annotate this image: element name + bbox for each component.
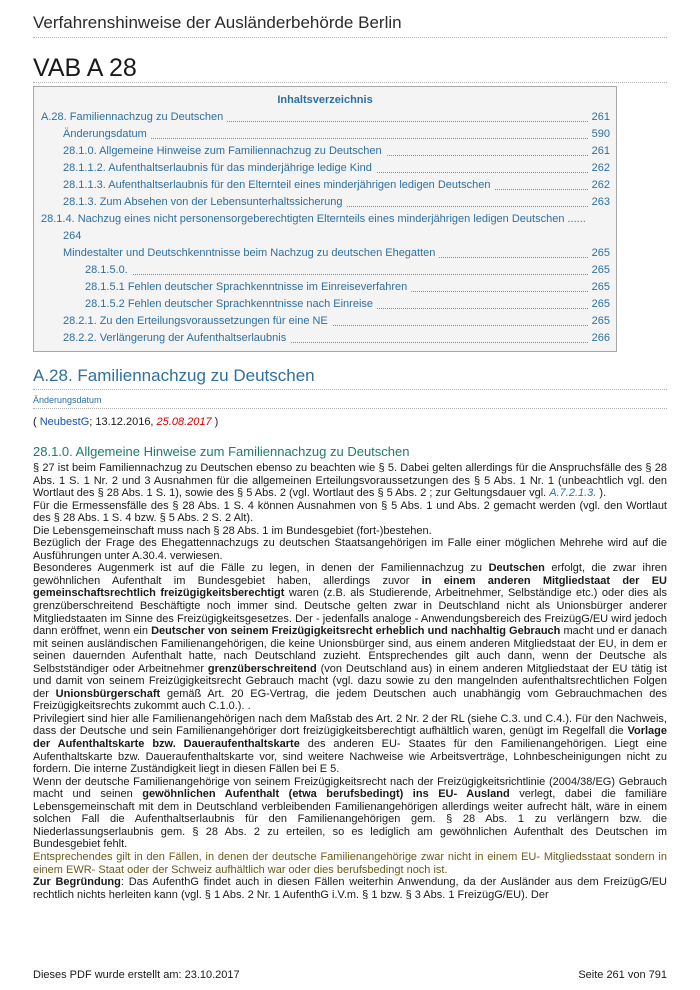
- toc-entry-label: 28.1.5.1 Fehlen deutscher Sprachkenntnisse im Einreiseverfahren: [85, 281, 411, 293]
- toc-entry-label: Änderungsdatum: [63, 128, 151, 140]
- header-divider: [33, 37, 667, 38]
- paragraph: Für die Ermessensfälle des § 28 Abs. 1 S. 4 können Ausnahmen von § 5 Abs. 1 und Abs. 2 gemacht werden (vgl. den Wortlaut des § 28 Abs. 1 S. 4 bzw. § 5 Abs. 2 S. 2 Alt).: [33, 499, 667, 525]
- toc-entry-label: 28.1.1.2. Aufenthaltserlaubnis für das minderjährige ledige Kind: [63, 162, 376, 174]
- body-text: [33, 462, 667, 901]
- section-heading: A.28. Familiennachzug zu Deutschen: [33, 366, 315, 385]
- amendment-open: (: [33, 416, 40, 428]
- toc-entry[interactable]: [34, 313, 616, 330]
- paragraph: Zur Begründung: Das AufenthG findet auch in diesen Fällen weiterhin Anwendung, da der Ausländer aus dem FreizügG/EU rechtlich nichts herleiten kann (vgl. § 1 Abs. 2 Nr. 1 AufenthG i.V.m. § 1 bzw. § 3 Abs. 1 FreizügG/EU). Der: [33, 876, 667, 901]
- paragraph: Wenn der deutsche Familienangehörige von seinem Freizügigkeitsrecht nach der Freizügigkeitsrichtlinie (2004/38/EG) Gebrauch macht und seinen gewöhnlichen Aufenthalt (etwa berufsbedingt) ins EU- Ausland verlegt, dabei die familiäre Lebensgemeinschaft mit dem in Deutschland verbleibenden Familienangehörigen allerdings weiter aufrecht hält, wäre in einem solchen Fall die Aufenthaltserlaubnis für den Familienangehörigen gem. § 28 Abs. 1 zu verlängern bzw. die Niederlassungserlaubnis gem. § 28 Abs. 2 zu erteilen, so es lediglich am gewöhnlichen Aufenthalt des Deutschen im Bundesgebiet fehlt.: [33, 775, 667, 851]
- toc-entry[interactable]: [34, 109, 616, 126]
- toc-entry-label: 28.1.0. Allgemeine Hinweise zum Familiennachzug zu Deutschen: [63, 145, 386, 157]
- toc-list: [34, 109, 616, 347]
- toc-entry-label: 28.1.5.2 Fehlen deutscher Sprachkenntnisse nach Einreise: [85, 298, 377, 310]
- toc-entry-page: 265: [589, 313, 610, 330]
- toc-entry[interactable]: [34, 160, 616, 177]
- toc-entry-page: 263: [589, 194, 610, 211]
- paragraph: Privilegiert sind hier alle Familienangehörigen nach dem Maßstab des Art. 2 Nr. 2 der RL (siehe C.3. und C.4.). Für den Nachweis, dass der Deutsche und sein Familienangehöriger dort freizügigkeitsberechtigt aufhältlich waren, genügt im Regelfall die Vorlage der Aufenthaltskarte bzw. Daueraufenthaltskarte des anderen EU- Staates für den Familienangehörigen. Liegt eine Aufenthaltskarte bzw. Daueraufenthaltskarte vor, sind weitere Nachweise wie Arbeitsverträge, Lohnbescheinigungen nicht zu fordern. Die interne Zuständigkeit liegt in diesen Fällen bei E 5.: [33, 712, 667, 776]
- toc-entry-page: 261: [589, 109, 610, 126]
- toc-entry-label: 28.2.1. Zu den Erteilungsvoraussetzungen für eine NE: [63, 315, 332, 327]
- cross-reference-link[interactable]: A.7.2.1.3.: [549, 487, 597, 500]
- paragraph: Bezüglich der Frage des Ehegattennachzugs zu deutschen Staatsangehörigen im Falle einer möglichen Mehrehe wird auf die Ausführungen unter A.30.4. verwiesen.: [33, 537, 667, 562]
- toc-entry[interactable]: [12, 211, 616, 245]
- toc-entry-page: 262: [589, 177, 610, 194]
- title-divider: [33, 82, 667, 83]
- neubestg-link[interactable]: NeubestG: [39, 416, 90, 428]
- toc-entry-label: 28.1.3. Zum Absehen von der Lebensunterhaltssicherung: [63, 196, 346, 208]
- section-divider: [33, 389, 667, 390]
- toc-entry[interactable]: [34, 330, 616, 347]
- toc-entry-label: Mindestalter und Deutschkenntnisse beim Nachzug zu deutschen Ehegatten: [63, 247, 439, 259]
- toc-entry[interactable]: [34, 279, 616, 296]
- amendment-close: ): [211, 416, 219, 428]
- toc-entry[interactable]: [34, 245, 616, 262]
- toc-entry[interactable]: [34, 262, 616, 279]
- change-date-label: Änderungsdatum: [33, 395, 102, 405]
- subsection-heading: 28.1.0. Allgemeine Hinweise zum Familiennachzug zu Deutschen: [33, 444, 410, 459]
- amendment-date-2: 25.08.2017: [156, 416, 212, 428]
- toc-leader-dots: [85, 274, 610, 275]
- toc-entry[interactable]: [34, 143, 616, 160]
- document-title: VAB A 28: [33, 54, 137, 82]
- paragraph-note: Entsprechendes gilt in den Fällen, in denen der deutsche Familienangehörige zwar nicht in einem EU- Mitgliedsstaat sondern in einem EWR- Staat oder der Schweiz aufhältlich war oder dies berufsbedingt noch ist.: [33, 850, 667, 876]
- toc-heading: Inhaltsverzeichnis: [277, 94, 373, 106]
- table-of-contents: [33, 86, 617, 352]
- toc-entry-page: 261: [589, 143, 610, 160]
- change-date-divider: [33, 408, 667, 409]
- toc-entry[interactable]: [34, 126, 616, 143]
- toc-entry-page: 590: [589, 126, 610, 143]
- toc-entry[interactable]: [34, 194, 616, 211]
- header-title: Verfahrenshinweise der Ausländerbehörde Berlin: [33, 13, 402, 32]
- paragraph: Die Lebensgemeinschaft muss nach § 28 Abs. 1 im Bundesgebiet (fort-)bestehen.: [33, 524, 432, 537]
- toc-entry-page: 266: [589, 330, 610, 347]
- toc-entry-label: 28.1.1.3. Aufenthaltserlaubnis für den Elternteil eines minderjährigen ledigen Deutschen: [63, 179, 494, 191]
- paragraph: Besonderes Augenmerk ist auf die Fälle zu legen, in denen der Familiennachzug zu Deutschen erfolgt, die zwar ihren gewöhnlichen Aufenthalt im Bundesgebiet haben, allerdings zuvor in einem anderen Mitgliedstaat der EU gemeinschaftsrechtlich freizügigkeitsberechtigt waren (z.B. als Studierende, Arbeitnehmer, Selbständige etc.) oder dies als grenzüberschreitend Beschäftigte noch immer sind. Deutsche gelten zwar in Deutschland nicht als Unionsbürger anderer Mitgliedstaaten im Sinne des Freizügigkeitsgesetzes. Der - jedenfalls analoge - Anwendungsbereich des FreizügG/EU wird jedoch dann eröffnet, wenn ein Deutscher von seinem Freizügigkeitsrecht erheblich und nachhaltig Gebrauch macht und er danach mit seinen ausländischen Familienangehörigen, die keine Unionsbürger sind, aus einem anderen Mitgliedstaat der EU, in dem er seinen dauernden Aufenthalt hatte, nach Deutschland zuzieht. Entsprechendes gilt auch dann, wenn der Deutsche als Selbstständiger oder Arbeitnehmer grenzüberschreitend (von Deutschland aus) in einem anderen Mitgliedstaat der EU tätig ist und damit von seinem Freizügigkeitsrecht Gebrauch macht (vgl. dazu sowie zu den mangelnden aufenthaltsrechtlichen Folgen der Unionsbürgerschaft gemäß Art. 20 EG-Vertrag, die jedem Deutschen auch unabhängig vom Gebrauchmachen des Freizügigkeitsrechts zukommt auch C.1.0.). .: [33, 562, 667, 713]
- amendment-date-1: ; 13.12.2016,: [89, 416, 157, 428]
- toc-entry[interactable]: [34, 177, 616, 194]
- toc-entry-label: A.28. Familiennachzug zu Deutschen: [41, 111, 227, 123]
- amendment-reference: [33, 416, 218, 428]
- toc-entry-label: 28.2.2. Verlängerung der Aufenthaltserlaubnis: [63, 332, 290, 344]
- toc-entry-page: 262: [589, 160, 610, 177]
- footer-created-date: Dieses PDF wurde erstellt am: 23.10.2017: [33, 969, 240, 981]
- toc-entry-label: 28.1.4. Nachzug eines nicht personensorgeberechtigten Elternteils eines minderjährigen ledigen Deutschen ......: [41, 213, 586, 225]
- paragraph: § 27 ist beim Familiennachzug zu Deutschen ebenso zu beachten wie § 5. Dabei gelten allerdings für die Anspruchsfälle des § 28 Abs. 1 S. 1 Nr. 2 und 3 Ausnahmen für die allgemeinen Erteilungsvoraussetzungen des § 5 Abs. 1 Nr. 1 (unbeachtlich vgl. den Wortlaut des § 28 Abs. 1 S. 1), sowie des § 5 Abs. 2 (vgl. Wortlaut des § 5 Abs. 2 ; zur Geltungsdauer vgl. A.7.2.1.3. ).: [33, 462, 667, 500]
- toc-entry-label: 28.1.5.0.: [85, 264, 132, 276]
- toc-entry-page: 264: [63, 230, 82, 242]
- toc-entry-page: 265: [589, 245, 610, 262]
- toc-entry-page: 265: [589, 296, 610, 313]
- toc-entry[interactable]: [34, 296, 616, 313]
- toc-entry-page: 265: [589, 262, 610, 279]
- toc-entry-page: 265: [589, 279, 610, 296]
- footer-page-number: Seite 261 von 791: [578, 969, 667, 981]
